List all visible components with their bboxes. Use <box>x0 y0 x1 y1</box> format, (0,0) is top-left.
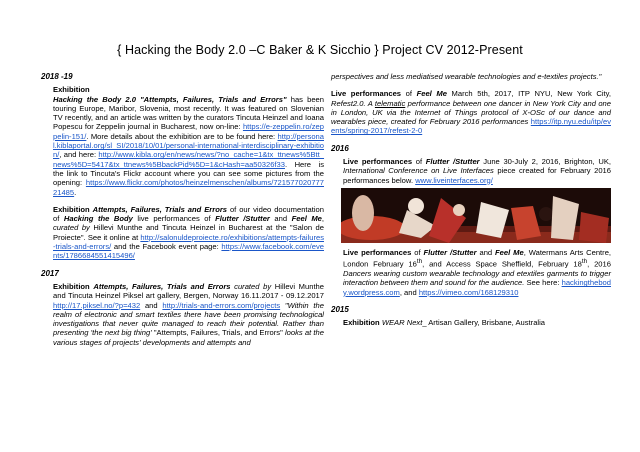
text: curated by <box>230 281 272 291</box>
text: performance between one dancer in New York City and one in London, UK via the Internet of Things protocol of X-OSc of our dance and wearables piece, created for February 2016 performances <box>331 98 611 127</box>
text: curated by <box>53 223 90 233</box>
text: Exhibition <box>53 204 93 214</box>
text: , and Access Space Sheffield, February 18 <box>422 259 582 269</box>
entry-live-feel-me <box>331 89 611 135</box>
left-column <box>41 72 324 355</box>
work-title: WEAR Next <box>381 318 423 328</box>
text: See here: <box>524 278 562 288</box>
entry-exhibition-bucharest <box>41 205 324 261</box>
link-wordpress[interactable]: hackingthebody.wordpress.com <box>343 278 611 297</box>
entry-live-watermans <box>331 248 611 297</box>
work-title: Attempts, Failures, Trials and Errors <box>92 204 228 214</box>
link-itp-refest[interactable]: https://itp.nyu.edu/itp/events/spring-2017/refest-2-0 <box>331 117 611 136</box>
entry-exhibition-hacking-the-body <box>41 85 324 197</box>
text: , Watermans Arts Centre, London February 16 <box>343 247 612 269</box>
entry-heading: Exhibition <box>53 85 90 95</box>
year-heading-2018-19: 2018 -19 <box>41 72 73 81</box>
text: Hillevi Munthe and Tincuta Heinzel in Bucharest at the "Salon de Proiecte". See it online at <box>53 223 324 242</box>
year-heading-2016: 2016 <box>331 143 349 153</box>
link-trials-and-errors[interactable]: http://trials-and-errors.com/projects <box>162 300 281 310</box>
right-column <box>331 72 611 336</box>
text: , and <box>399 287 419 297</box>
link-kibla-news[interactable]: http://www.kibla.org/en/news/news/?no_cache=1&tx_ttnews%5Btt_news%5D=5417&tx_ttnews%5BbackPid%5D=1&cHash=aa50326f33 <box>53 150 324 169</box>
quote-text: looks at the various stages of projects' developments and attempts and <box>53 328 324 347</box>
text: of <box>411 247 424 257</box>
page-title: { Hacking the Body 2.0 –C Baker & K Sicchio } Project CV 2012-Present <box>117 43 523 57</box>
quote-text: "Within the realm of electronic and smart textiles there have been promising technological investigations that never quite managed to reach their potential. Rather than presenting 'the next big thing' <box>53 300 324 338</box>
link-flickr[interactable]: https://www.flickr.com/photos/heinzelmenschen/albums/72157702077721485 <box>53 178 324 197</box>
entry-exhibition-piksel <box>41 282 324 347</box>
text: "Attempts, Failures, Trials, and Errors" <box>153 328 283 338</box>
text: . More details about the exhibition are to be found here: <box>86 131 278 141</box>
work-title: Hacking the Body <box>63 214 133 224</box>
text: of <box>412 157 426 167</box>
link-facebook-event[interactable]: https://www.facebook.com/events/1786684551415496/ <box>53 242 324 261</box>
text: piece created for February 2016 performances below. <box>343 166 611 185</box>
text: and <box>269 214 292 224</box>
text: International Conference on Live Interfaces <box>343 166 494 176</box>
description-text: Dancers wearing custom wearable technology and etextiles garments to trigger interaction between them and sound for the audience. <box>343 269 611 288</box>
text: live performances of <box>132 214 216 224</box>
link-zeppelin[interactable]: https://e-zeppelin.ro/zeppelin-151/ <box>53 122 324 141</box>
text: . Here is the link to Tincuta's Flickr account where you can see some pictures from the opening: <box>53 159 324 188</box>
text: th <box>416 258 423 266</box>
text: and the Facebook event page: <box>111 242 222 252</box>
work-title: Flutter /Stutter <box>425 157 480 167</box>
work-title: Feel Me <box>495 247 524 257</box>
link-liveinterfaces[interactable]: www.liveinterfaces.org/ <box>415 175 493 185</box>
work-title: Hacking the Body 2.0 "Attempts, Failures, Trials and Errors" <box>53 94 287 104</box>
text: of <box>401 89 417 99</box>
year-heading-2017: 2017 <box>41 268 59 278</box>
text: , and here: <box>59 150 99 160</box>
work-title: Flutter /Stutter <box>423 247 477 257</box>
quote-continuation: perspectives and less mediatised wearable technologies and e-textiles projects." <box>331 72 602 81</box>
link-vimeo[interactable]: https://vimeo.com/168129310 <box>418 287 519 297</box>
text: th <box>581 258 588 266</box>
work-title: Flutter /Stutter <box>215 214 270 224</box>
text: has been touring Europe, Maribor, Slovenia, most recently. It was featured on Slovenian TV recently, and an article was written by the curators Tincuta Heinzel and Ioana Popescu for Zeppelin journal in Bucharest, now on-line: <box>53 94 325 132</box>
work-title: Attempts, Failures, Trials and Errors <box>93 281 231 291</box>
work-title: Feel Me <box>291 214 322 224</box>
text: , <box>321 214 325 224</box>
text: Refest2.0. <box>331 98 368 108</box>
text: and <box>140 300 163 310</box>
performance-photo <box>341 188 611 243</box>
text: Live performances <box>343 157 413 167</box>
link-piksel[interactable]: http://17.piksel.no/?p=432 <box>53 300 141 310</box>
year-heading-2015: 2015 <box>331 304 349 314</box>
text: A <box>367 98 375 108</box>
text: Exhibition <box>53 281 94 291</box>
text: Live performances <box>331 89 402 99</box>
text: March 5th, 2017, ITP NYU, New York City, <box>446 89 612 99</box>
link-kibla-personal[interactable]: http://personal.kiblaportal.org/sl_SI/2018/10/01/personal-international-interdisciplinary-exhibition/ <box>53 131 324 160</box>
text: June 30-July 2, 2016, Brighton, UK, <box>479 157 611 167</box>
entry-live-flutter-stutter <box>331 157 611 185</box>
text: of our video documentation of <box>53 204 325 224</box>
text: Exhibition <box>343 318 382 328</box>
text: Hillevi Munthe and Tincuta Heinzel Piksel art gallery, Bergen, Norway 16.11.2017 - 09.12.2017 <box>53 281 324 301</box>
text: Live performances <box>343 247 412 257</box>
work-title: Feel Me <box>416 89 447 99</box>
text: , 2016 <box>587 259 611 269</box>
link-salon-de-proiecte[interactable]: http://salonuldeproiecte.ro/exhibitions/attempts-failures-trials-and-errors/ <box>53 232 324 252</box>
text: _ Artisan Gallery, Brisbane, Australia <box>422 318 546 328</box>
entry-exhibition-wear-next <box>331 318 611 327</box>
text: and <box>476 247 496 257</box>
text: telematic <box>374 98 406 108</box>
text: . <box>74 187 77 197</box>
